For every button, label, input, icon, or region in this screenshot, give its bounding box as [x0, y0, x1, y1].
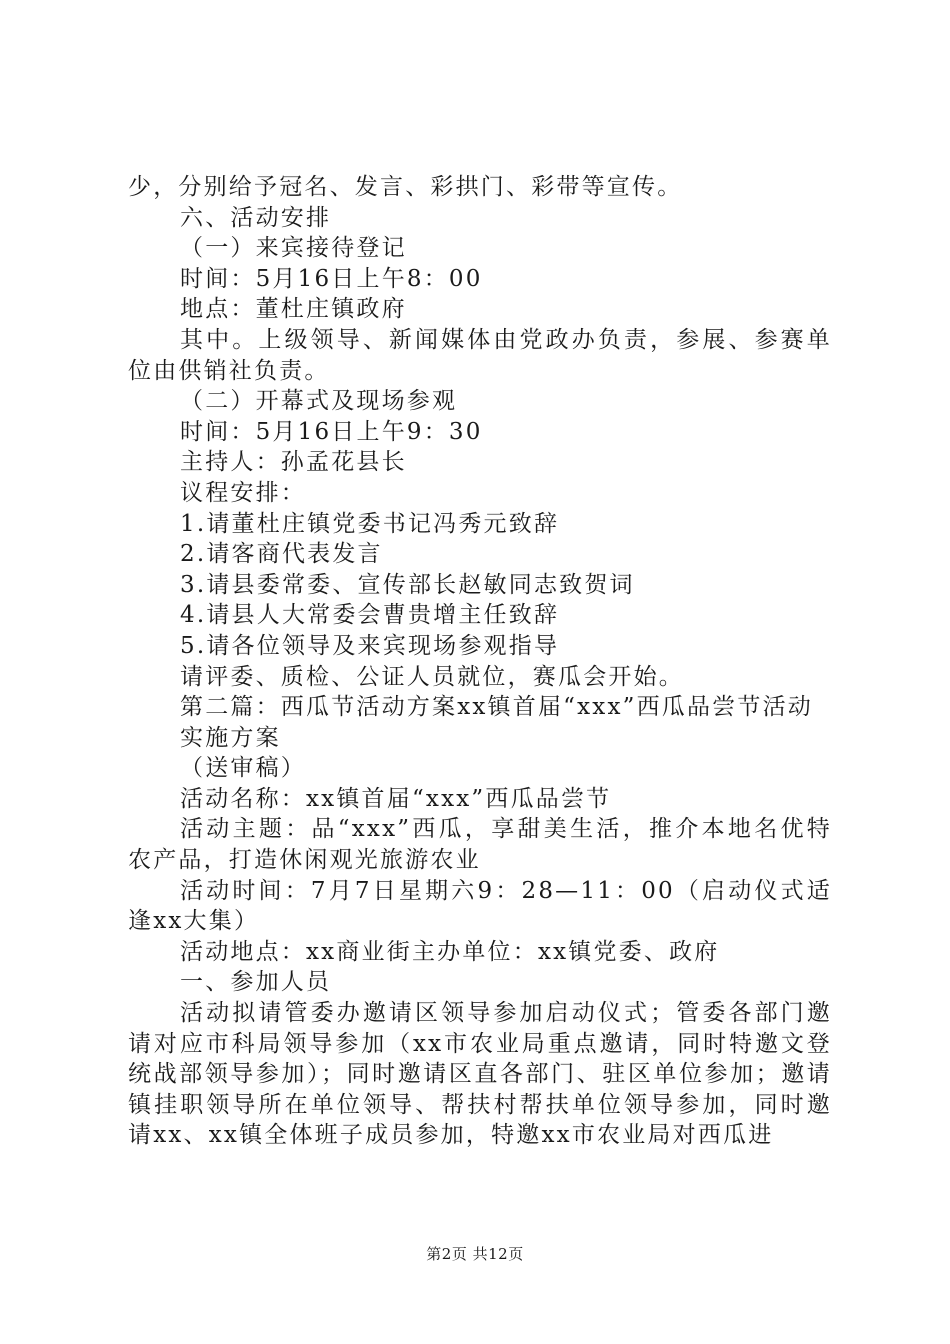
paragraph: （送审稿） — [180, 755, 306, 782]
paragraph: 主持人：孙孟花县长 — [180, 449, 407, 476]
paragraph: 议程安排： — [180, 479, 306, 506]
paragraph: 活动地点：xx商业街主办单位：xx镇党委、政府 — [180, 938, 720, 965]
chapter-title: 第二篇：西瓜节活动方案xx镇首届“xxx”西瓜品尝节活动 — [180, 694, 813, 721]
paragraph: 少，分别给予冠名、发言、彩拱门、彩带等宣传。 — [128, 174, 683, 200]
paragraph: 活动拟请管委办邀请区领导参加启动仪式；管委各部门邀请对应市科局领导参加（xx市农业局重点邀请，同时特邀文登统战部领导参加）；同时邀请区直各部门、驻区单位参加；邀请镇挂职领导所在单位领导、帮扶村帮扶单位领导参加，同时邀请xx、xx镇全体班子成员参加，特邀xx市农业局对西瓜进 — [128, 1000, 832, 1149]
agenda-item: 4.请县人大常委会曹贵增主任致辞 — [180, 602, 560, 629]
paragraph: 实施方案 — [180, 724, 281, 751]
paragraph: 时间：5月16日上午8：00 — [180, 265, 483, 292]
page-number: 第2页 共12页 — [426, 1245, 524, 1263]
paragraph: 其中。上级领导、新闻媒体由党政办负责，参展、参赛单位由供销社负责。 — [128, 326, 832, 384]
agenda-item: 5.请各位领导及来宾现场参观指导 — [180, 632, 560, 659]
agenda-item: 2.请客商代表发言 — [180, 541, 383, 568]
subsection-heading: （一）来宾接待登记 — [180, 235, 407, 262]
agenda-item: 1.请董杜庄镇党委书记冯秀元致辞 — [180, 510, 560, 537]
paragraph: 活动主题：品“xxx”西瓜，享甜美生活，推介本地名优特农产品，打造休闲观光旅游农业 — [128, 816, 832, 874]
paragraph: 活动名称：xx镇首届“xxx”西瓜品尝节 — [180, 785, 612, 812]
paragraph: 活动时间：7月7日星期六9：28—11：00（启动仪式适逢xx大集） — [128, 877, 832, 935]
section-heading: 六、活动安排 — [180, 204, 332, 231]
paragraph: 请评委、质检、公证人员就位，赛瓜会开始。 — [180, 663, 684, 690]
paragraph: 时间：5月16日上午9：30 — [180, 418, 483, 445]
document-body — [128, 172, 832, 1151]
subsection-heading: （二）开幕式及现场参观 — [180, 388, 458, 415]
agenda-item: 3.请县委常委、宣传部长赵敏同志致贺词 — [180, 571, 635, 598]
paragraph: 地点：董杜庄镇政府 — [180, 296, 407, 323]
page-footer — [0, 1243, 950, 1264]
section-heading: 一、参加人员 — [180, 969, 332, 996]
